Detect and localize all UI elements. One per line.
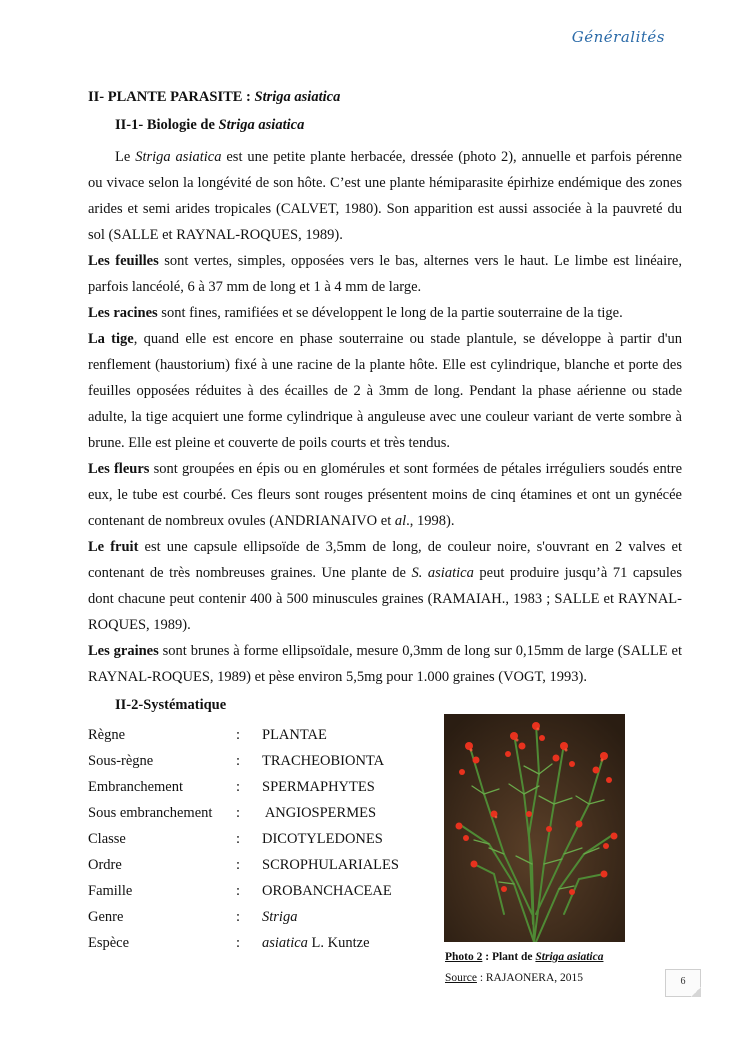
paragraph-feuilles	[88, 248, 682, 300]
heading-systematique: II-2-Systématique	[115, 697, 227, 713]
text-span: ., 1998).	[406, 513, 455, 529]
heading-species: Striga asiatica	[218, 117, 305, 133]
author-citation: L. Kuntze	[307, 935, 370, 951]
systematique-row	[88, 878, 418, 904]
caption-label: Photo 2	[445, 951, 483, 963]
heading-plante-parasite	[88, 86, 682, 108]
main-content	[88, 86, 682, 724]
italic-text: al	[394, 513, 407, 529]
paragraph-graines	[88, 638, 682, 690]
text-span: est une petite plante herbacée, dressée (photo 2), annuelle et parfois pérenne ou vivace selon la longévité de son hôte. C’est une plante hémiparasite épirhize endémique des zones arides et semi arides tropicales (CALVET, 1980). Son apparition est aussi associée à la pauvreté du sol (SALLE et RAYNAL-ROQUES, 1989).	[88, 149, 682, 243]
rank-label: Famille	[88, 883, 133, 899]
rank-value: TRACHEOBIONTA	[262, 753, 385, 769]
systematique-row	[88, 826, 418, 852]
separator: :	[236, 727, 241, 743]
page-number: 6	[680, 976, 686, 987]
plant-illustration	[444, 714, 625, 942]
rank-label: Sous embranchement	[88, 805, 213, 821]
rank-value: PLANTAE	[262, 727, 327, 743]
separator: :	[236, 831, 241, 847]
systematique-table	[88, 722, 418, 956]
separator: :	[236, 779, 241, 795]
systematique-row	[88, 774, 418, 800]
separator: :	[236, 935, 241, 951]
term-label: Le fruit	[88, 539, 139, 555]
rank-value: Striga	[262, 909, 298, 925]
systematique-row	[88, 800, 418, 826]
rank-value: OROBANCHACEAE	[262, 883, 392, 899]
heading-prefix: II- PLANTE PARASITE :	[88, 89, 255, 105]
term-label: Les graines	[88, 643, 159, 659]
rank-label: Embranchement	[88, 779, 184, 795]
text-span: est une capsule ellipsoïde de 3,5mm de long, de couleur noire, s'ouvrant en 2 valves et contenant de très nombreuses graines. Une plante de	[88, 539, 682, 581]
systematique-row	[88, 748, 418, 774]
photo-source	[445, 972, 583, 984]
rank-label: Règne	[88, 727, 126, 743]
separator: :	[236, 753, 241, 769]
rank-value: SCROPHULARIALES	[262, 857, 399, 873]
text-span: sont vertes, simples, opposées vers le bas, alternes vers le haut. Le limbe est linéaire, parfois lancéolé, 6 à 37 mm de long et 1 à 4 mm de large.	[88, 253, 682, 295]
paragraph-racines	[88, 300, 682, 326]
text-span: peut produire jusqu’à 71 capsules dont chacune peut contenir 400 à 500 minuscules graines (RAMAIAH., 1983 ; SALLE et RAYNAL-ROQUES, 1989).	[88, 565, 682, 633]
term-label: La tige	[88, 331, 134, 347]
separator: :	[236, 883, 241, 899]
rank-value: SPERMAPHYTES	[262, 779, 375, 795]
text-span: , quand elle est encore en phase souterraine ou stade plantule, se développe à partir d'un renflement (haustorium) fixé à une racine de la plante hôte. Elle est cylindrique, blanche et porte des feuilles opposées réduites à des écailles de 2 à 3mm de long. Pendant la phase aérienne ou stade adulte, la tige acquiert une forme cylindrique à anguleuse avec une couleur variant de verte sombre à brune. Elle est pleine et couverte de poils courts et très tendus.	[88, 331, 682, 451]
species-name: Striga asiatica	[135, 149, 222, 165]
term-label: Les racines	[88, 305, 158, 321]
section-header-title: Généralités	[571, 28, 665, 46]
species-epithet: asiatica	[262, 935, 308, 951]
paragraph-fruit	[88, 534, 682, 638]
rank-label: Genre	[88, 909, 124, 925]
paragraph-fleurs	[88, 456, 682, 534]
term-label: Les fleurs	[88, 461, 150, 477]
systematique-row	[88, 852, 418, 878]
source-text: : RAJAONERA, 2015	[476, 972, 583, 984]
heading-biologie	[115, 114, 682, 136]
heading-prefix: II-1- Biologie de	[115, 117, 219, 133]
separator: :	[236, 909, 241, 925]
folded-corner	[691, 987, 701, 997]
systematique-row	[88, 722, 418, 748]
page-number-box	[665, 969, 701, 997]
heading-species: Striga asiatica	[254, 89, 341, 105]
source-label: Source	[445, 972, 477, 984]
photo-caption	[445, 951, 603, 963]
text-span: Le	[115, 149, 136, 165]
systematique-row	[88, 904, 418, 930]
separator: :	[236, 805, 241, 821]
term-label: Les feuilles	[88, 253, 159, 269]
species-name: S. asiatica	[411, 565, 474, 581]
rank-label: Ordre	[88, 857, 122, 873]
text-span: sont fines, ramifiées et se développent le long de la partie souterraine de la tige.	[157, 305, 623, 321]
caption-species: Striga asiatica	[535, 951, 604, 963]
separator: :	[236, 857, 241, 873]
rank-label: Sous-règne	[88, 753, 154, 769]
rank-label: Espèce	[88, 935, 130, 951]
text-span: sont brunes à forme ellipsoïdale, mesure 0,3mm de long sur 0,15mm de large (SALLE et RAYNAL-ROQUES, 1989) et pèse environ 5,5mg pour 1.000 graines (VOGT, 1993).	[88, 643, 682, 685]
rank-value: ANGIOSPERMES	[262, 805, 377, 821]
text-span: sont groupées en épis ou en glomérules et sont formées de pétales irréguliers soudés entre eux, le tube est courbé. Ces fleurs sont rouges présentent moins de cinq étamines et ont un gynécée contenant de nombreux ovules (ANDRIANAIVO et	[88, 461, 682, 529]
paragraph-intro	[88, 144, 682, 248]
rank-label: Classe	[88, 831, 126, 847]
systematique-row	[88, 930, 418, 956]
rank-value	[262, 930, 370, 956]
rank-value: DICOTYLEDONES	[262, 831, 383, 847]
striga-plant-photo	[444, 714, 625, 942]
caption-separator: : Plant de	[482, 951, 536, 963]
paragraph-tige	[88, 326, 682, 456]
